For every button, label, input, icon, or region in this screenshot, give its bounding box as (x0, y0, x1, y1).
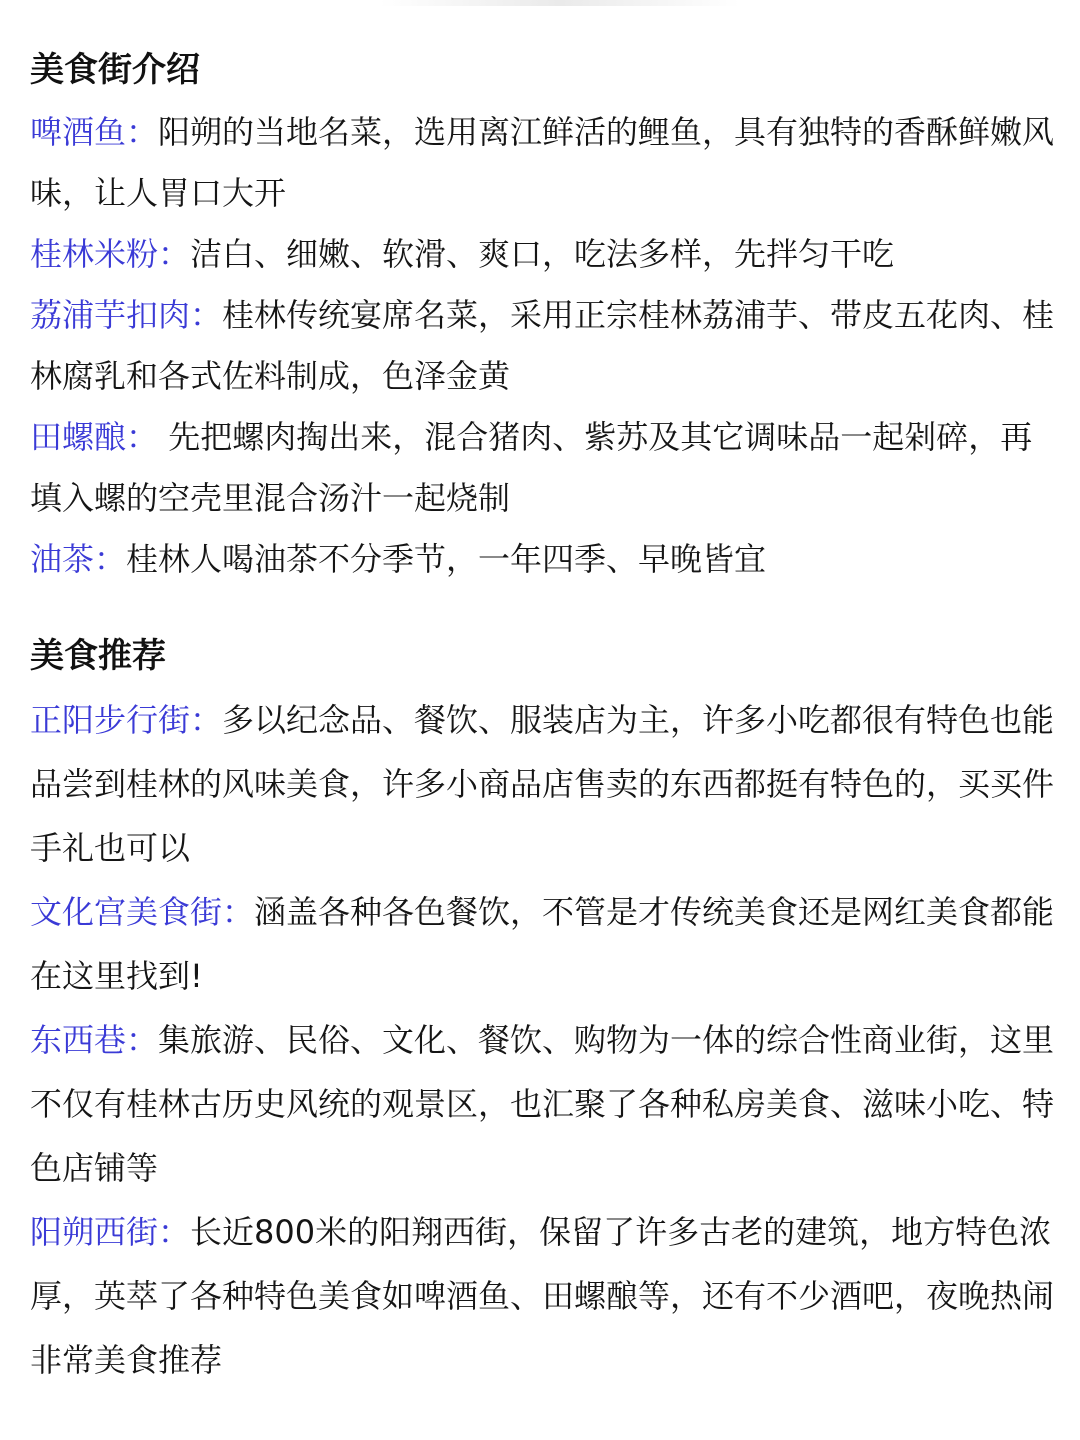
intro-item-rice-noodle (30, 224, 1060, 285)
item-name: 啤酒鱼： (30, 113, 159, 151)
item-description: 桂林传统宴席名菜，采用正宗桂林荔浦芋、带皮五花肉、桂林腐乳和各式佐料制成，色泽金黄 (30, 296, 1055, 395)
section-food-recommend (30, 630, 1060, 1392)
item-name: 正阳步行街： (30, 701, 223, 739)
item-description: 涵盖各种各色餐饮，不管是才传统美食还是网红美食都能在这里找到! (30, 893, 1055, 995)
item-description: 集旅游、民俗、文化、餐饮、购物为一体的综合性商业街，这里不仅有桂林古历史风统的观景区，也汇聚了各种私房美食、滋味小吃、特色店铺等 (30, 1021, 1055, 1187)
intro-item-stuffed-snail (30, 407, 1060, 529)
item-name: 文化宫美食街： (30, 893, 255, 931)
item-description: 阳朔的当地名菜，选用离江鲜活的鲤鱼，具有独特的香酥鲜嫩风味，让人胃口大开 (30, 113, 1055, 212)
recommend-item-dongxi-lane (30, 1008, 1060, 1200)
item-name: 桂林米粉： (30, 235, 191, 273)
item-description: 洁白、细嫩、软滑、爽口，吃法多样，先拌匀干吃 (190, 235, 895, 273)
item-description: 桂林人喝油茶不分季节，一年四季、早晚皆宜 (126, 540, 767, 578)
section-title-recommend: 美食推荐 (30, 636, 166, 676)
recommend-item-yangshuo-west-street (30, 1200, 1060, 1392)
item-description: 先把螺肉掏出来，混合猪肉、紫苏及其它调味品一起剁碎，再填入螺的空壳里混合汤汁一起烧制 (30, 418, 1033, 517)
section-title-intro: 美食街介绍 (30, 50, 200, 90)
intro-item-taro-pork (30, 285, 1060, 407)
intro-item-oil-tea (30, 529, 1060, 590)
item-name: 阳朔西街： (30, 1213, 191, 1251)
item-name: 田螺酿： (30, 418, 159, 456)
item-description: 多以纪念品、餐饮、服装店为主，许多小吃都很有特色也能品尝到桂林的风味美食，许多小商品店售卖的东西都挺有特色的，买买件手礼也可以 (30, 701, 1055, 867)
item-name: 东西巷： (30, 1021, 159, 1059)
recommend-item-zhengyang-street (30, 688, 1060, 880)
top-fade-decoration (380, 0, 740, 6)
item-name: 荔浦芋扣肉： (30, 296, 223, 334)
item-description: 长近800米的阳翔西街，保留了许多古老的建筑，地方特色浓厚，英萃了各种特色美食如啤酒鱼、田螺酿等，还有不少酒吧，夜晚热闹非常美食推荐 (30, 1213, 1055, 1379)
item-name: 油茶： (30, 540, 127, 578)
section-food-street-intro (30, 44, 1060, 590)
intro-item-beer-fish (30, 102, 1060, 224)
recommend-item-culture-palace-street (30, 880, 1060, 1008)
